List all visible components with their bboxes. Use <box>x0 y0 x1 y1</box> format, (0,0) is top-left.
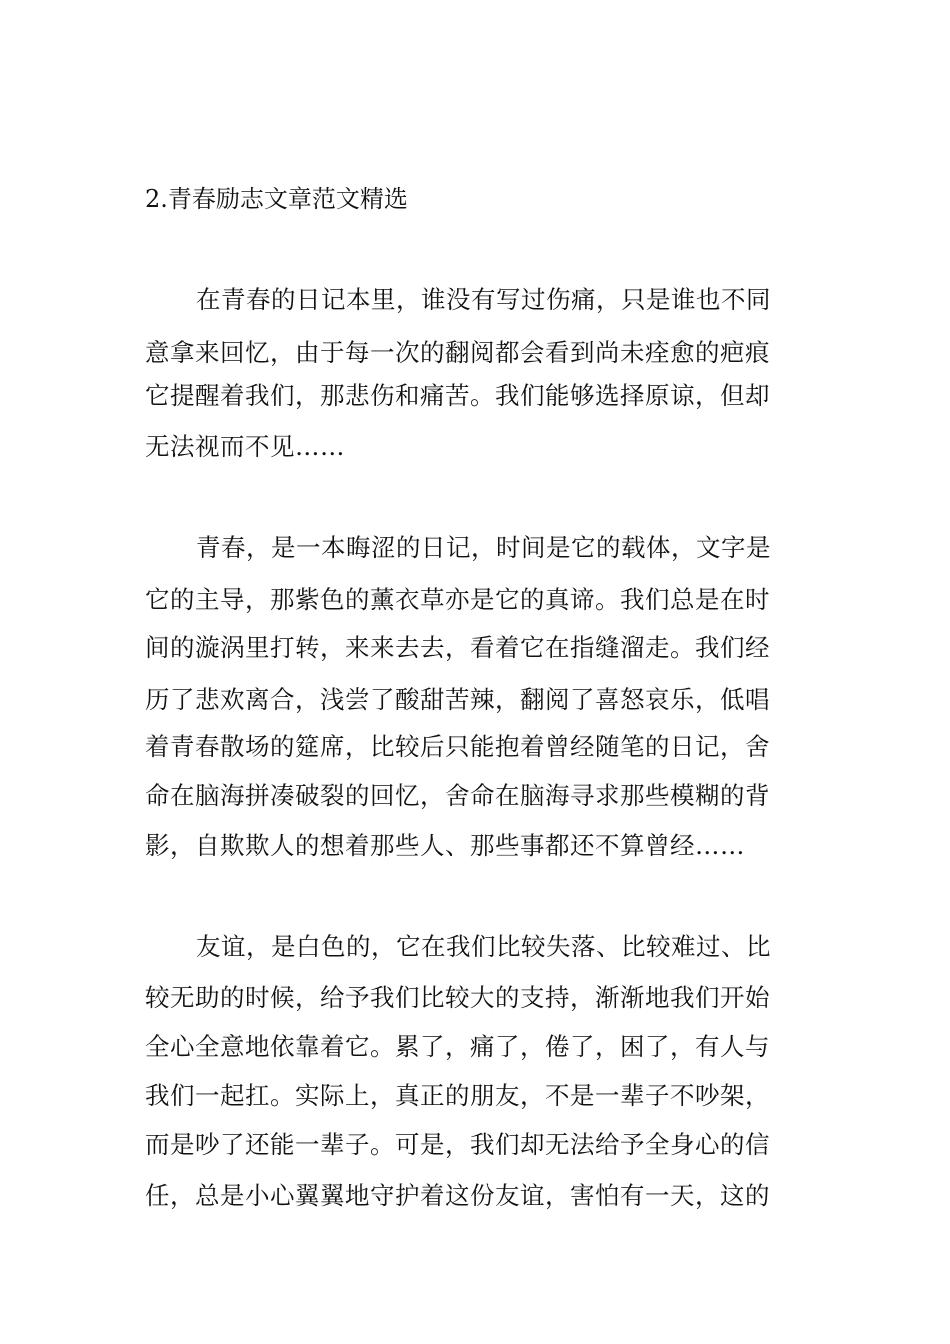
paragraph-line: 间的漩涡里打转，来来去去，看着它在指缝溜走。我们经 <box>145 633 770 662</box>
paragraph-line: 较无助的时候，给予我们比较大的支持，渐渐地我们开始 <box>145 983 770 1012</box>
paragraph-line: 它的主导，那紫色的薰衣草亦是它的真谛。我们总是在时 <box>145 585 770 614</box>
paragraph-line: 无法视而不见…… <box>145 432 345 461</box>
paragraph-line: 友谊，是白色的，它在我们比较失落、比较难过、比 <box>196 932 771 961</box>
paragraph-line: 命在脑海拼凑破裂的回忆，舍命在脑海寻求那些模糊的背 <box>145 781 770 810</box>
paragraph-line: 意拿来回忆，由于每一次的翻阅都会看到尚未痊愈的疤痕 <box>145 338 770 367</box>
paragraph-line: 任，总是小心翼翼地守护着这份友谊，害怕有一天，这的 <box>145 1181 770 1210</box>
paragraph-line: 青春，是一本晦涩的日记，时间是它的载体，文字是 <box>196 533 771 562</box>
paragraph-line: 而是吵了还能一辈子。可是，我们却无法给予全身心的信 <box>145 1130 770 1159</box>
paragraph-line: 它提醒着我们，那悲伤和痛苦。我们能够选择原谅，但却 <box>145 381 770 410</box>
paragraph-line: 在青春的日记本里，谁没有写过伤痛，只是谁也不同 <box>196 285 771 314</box>
paragraph-line: 全心全意地依靠着它。累了，痛了，倦了，困了，有人与 <box>145 1032 770 1061</box>
paragraph-line: 影，自欺欺人的想着那些人、那些事都还不算曾经…… <box>145 831 745 860</box>
paragraph-line: 着青春散场的筵席，比较后只能抱着曾经随笔的日记，舍 <box>145 732 770 761</box>
paragraph-line: 历了悲欢离合，浅尝了酸甜苦辣，翻阅了喜怒哀乐，低唱 <box>145 685 770 714</box>
paragraph-line: 我们一起扛。实际上，真正的朋友，不是一辈子不吵架， <box>145 1081 770 1110</box>
section-heading: 2.青春励志文章范文精选 <box>145 185 408 213</box>
